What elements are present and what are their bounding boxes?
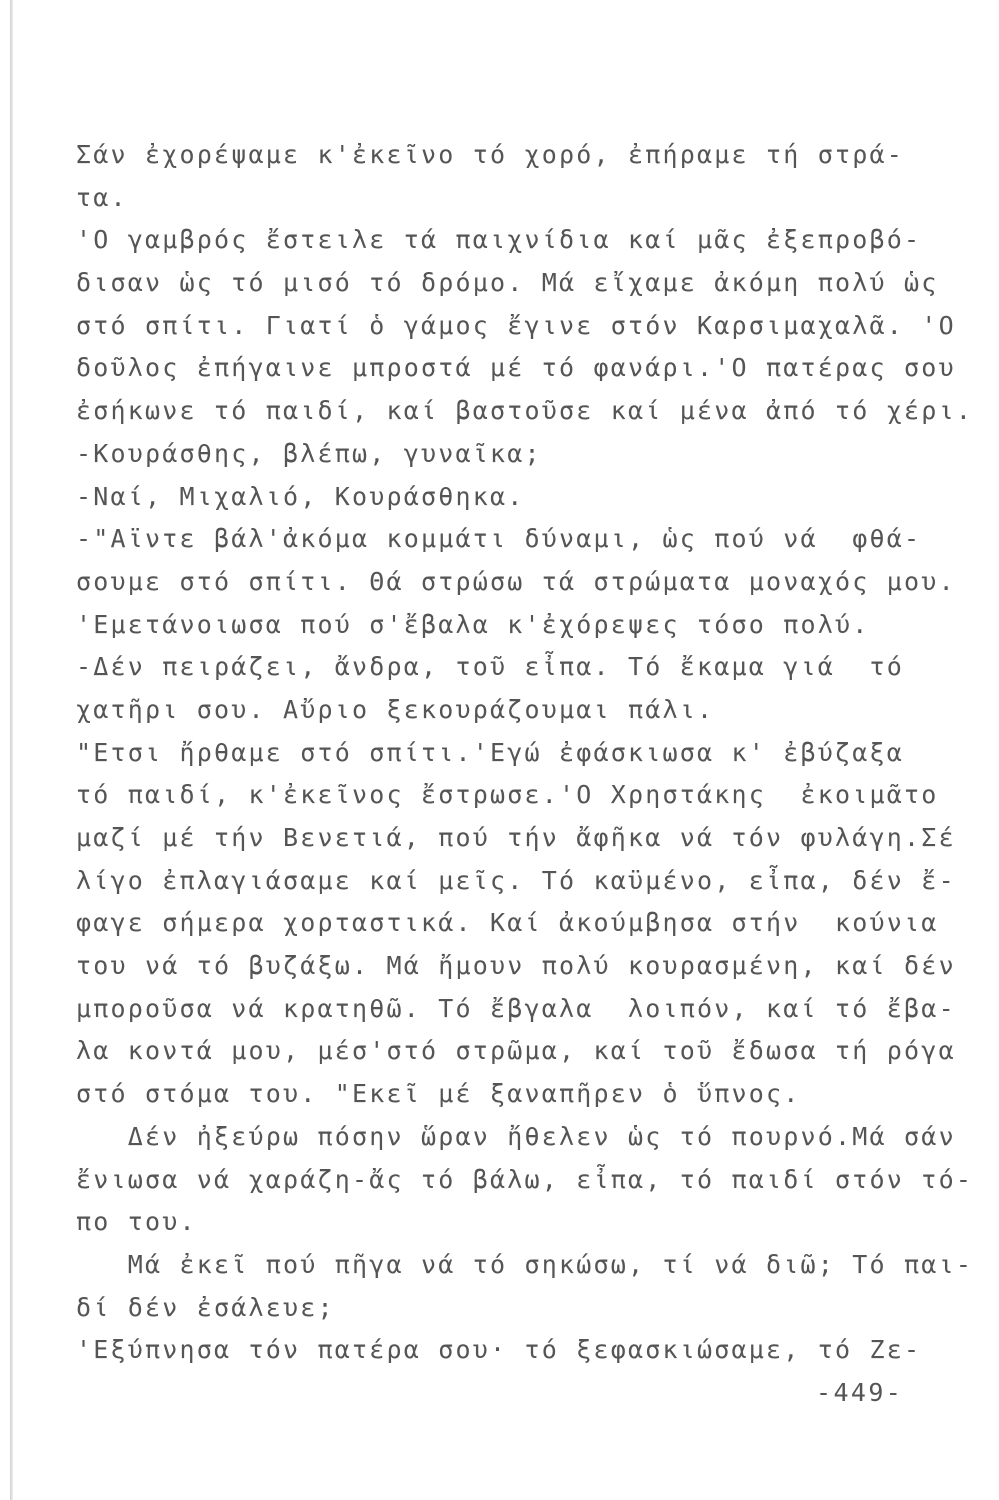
text-line: στό στόμα του. "Εκεῖ μέ ξαναπῆρεν ὁ ὕπνος. (76, 1079, 801, 1109)
body-text (76, 134, 974, 1372)
text-line: μποροῦσα νά κρατηθῶ. Τό ἔβγαλα λοιπόν, καί τό ἔβα- (76, 993, 956, 1023)
text-line: φαγε σήμερα χορταστικά. Καί ἀκούμβησα στήν κούνια (76, 908, 939, 938)
text-line: δοῦλος ἐπήγαινε μπροστά μέ τό φανάρι.'Ο πατέρας σου (76, 353, 956, 383)
text-line: Σάν ἐχορέψαμε κ'ἐκεῖνο τό χορό, ἐπήραμε τή στρά- (76, 140, 905, 169)
page-edge-shadow (10, 0, 13, 1500)
text-line: χατῆρι σου. Αὔριο ξεκουράζουμαι πάλι. (76, 694, 715, 724)
text-line: ἐσήκωνε τό παιδί, καί βαστοῦσε καί μένα ἀπό τό χέρι. (76, 396, 974, 426)
text-line: τό παιδί, κ'ἐκεῖνος ἔστρωσε.'Ο Χρηστάκης ἐκοιμᾶτο (76, 780, 939, 810)
text-line: -"Αϊντε βάλ'ἀκόμα κομμάτι δύναμι, ὡς πού νά φθά- (76, 524, 922, 554)
text-line: τα. (76, 182, 128, 212)
text-line: -Ναί, Μιχαλιό, Κουράσθηκα. (76, 481, 525, 511)
text-line: 'Εμετάνοιωσα πού σ'ἔβαλα κ'ἐχόρεψες τόσο πολύ. (76, 609, 870, 639)
text-line: Μά ἐκεῖ πού πῆγα νά τό σηκώσω, τί νά διῶ; Τό παι- (76, 1249, 974, 1279)
text-line: 'Εξύπνησα τόν πατέρα σου· τό ξεφασκιώσαμε, τό Ζε- (76, 1335, 922, 1365)
text-line: μαζί μέ τήν Βενετιά, πού τήν ἄφῆκα νά τόν φυλάγη.Σέ (76, 823, 956, 852)
text-line: -Δέν πειράζει, ἄνδρα, τοῦ εἶπα. Τό ἔκαμα γιά τό (76, 652, 905, 682)
page-number: -449- (816, 1378, 904, 1407)
text-line: λίγο ἐπλαγιάσαμε καί μεῖς. Τό καϋμένο, εἶπα, δέν ἔ- (76, 865, 956, 895)
text-line: Δέν ἠξεύρω πόσην ὥραν ἤθελεν ὡς τό πουρνό.Μά σάν (76, 1121, 956, 1151)
text-line: πο του. (76, 1207, 197, 1237)
text-line: σουμε στό σπίτι. Θά στρώσω τά στρώματα μοναχός μου. (76, 566, 956, 596)
text-line: δισαν ὡς τό μισό τό δρόμο. Μά εἴχαμε ἀκόμη πολύ ὡς (76, 268, 939, 298)
text-line: 'Ο γαμβρός ἔστειλε τά παιχνίδια καί μᾶς ἐξεπροβό- (76, 225, 922, 255)
text-line: ἔνιωσα νά χαράζη-ἄς τό βάλω, εἶπα, τό παιδί στόν τό- (76, 1164, 974, 1194)
text-line: στό σπίτι. Γιατί ὁ γάμος ἔγινε στόν Καρσιμαχαλᾶ. 'Ο (76, 310, 956, 340)
text-line: του νά τό βυζάξω. Μά ἤμουν πολύ κουρασμένη, καί δέν (76, 951, 956, 981)
text-line: "Ετσι ἤρθαμε στό σπίτι.'Εγώ ἐφάσκιωσα κ' ἐβύζαξα (76, 737, 905, 767)
text-line: -Κουράσθης, βλέπω, γυναῖκα; (76, 438, 542, 468)
text-line: λα κοντά μου, μέσ'στό στρῶμα, καί τοῦ ἔδωσα τή ρόγα (76, 1036, 956, 1066)
text-line: δί δέν ἐσάλευε; (76, 1292, 335, 1322)
